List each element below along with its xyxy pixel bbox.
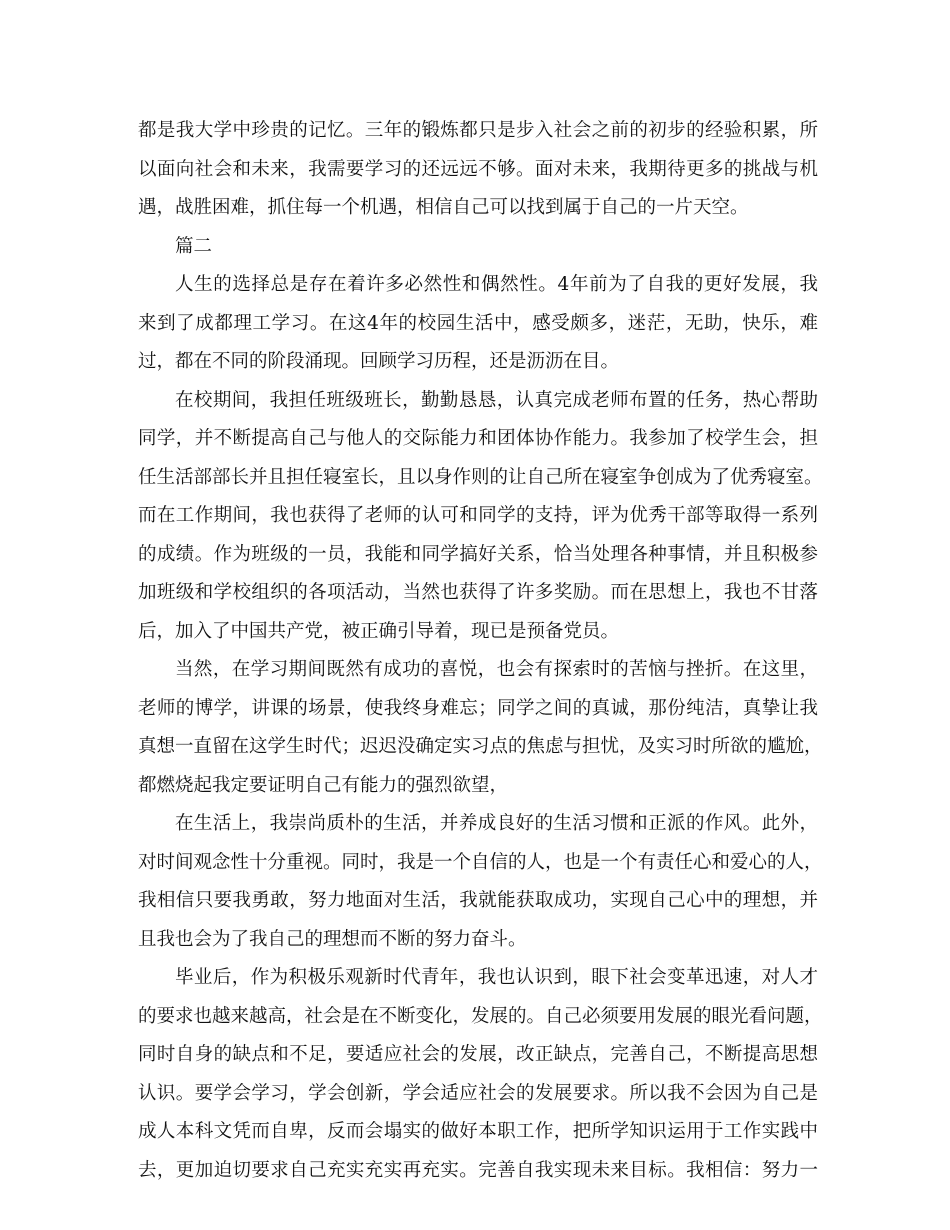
text-line: 老师的博学，讲课的场景，使我终身难忘；同学之间的真诚，那份纯洁，真挚让我: [138, 697, 818, 719]
text-line: 同时自身的缺点和不足，要适应社会的发展，改正缺点，完善自己，不断提高思想: [138, 1044, 818, 1065]
paragraph-first-line: 在生活上，我崇尚质朴的生活，并养成良好的生活习惯和正派的作风。此外，: [175, 813, 818, 834]
text-line: 同学，并不断提高自己与他人的交际能力和团体协作能力。我参加了校学生会，担: [138, 428, 818, 449]
section-heading: 篇二: [175, 235, 213, 257]
text-line: 加班级和学校组织的各项活动，当然也获得了许多奖励。而在思想上，我也不甘落: [138, 582, 818, 603]
text-line: 遇，战胜困难，抓住每一个机遇，相信自己可以找到属于自己的一片天空。: [138, 197, 749, 218]
paragraph-first-line: 毕业后，作为积极乐观新时代青年，我也认识到，眼下社会变革迅速，对人才: [175, 967, 818, 988]
text-line: 过，都在不同的阶段涌现。回顾学习历程，还是沥沥在目。: [138, 351, 620, 372]
text-line: 以面向社会和未来，我需要学习的还远远不够。面对未来，我期待更多的挑战与机: [138, 158, 818, 180]
text-line: 且我也会为了我自己的理想而不断的努力奋斗。: [138, 928, 527, 950]
text-line: 都燃烧起我定要证明自己有能力的强烈欲望，: [138, 774, 509, 796]
paragraph-first-line: 当然，在学习期间既然有成功的喜悦，也会有探索时的苦恼与挫折。在这里，: [175, 659, 818, 680]
text-line: 任生活部部长并且担任寝室长，且以身作则的让自己所在寝室争创成为了优秀寝室。: [138, 466, 823, 488]
text-line: 成人本科文凭而自卑，反而会塌实的做好本职工作，把所学知识运用于工作实践中: [138, 1121, 818, 1142]
text-line: 的要求也越来越高，社会是在不断变化，发展的。自己必须要用发展的眼光看问题，: [138, 1005, 823, 1027]
paragraph-first-line: 在校期间，我担任班级班长，勤勤恳恳，认真完成老师布置的任务，热心帮助: [175, 389, 818, 411]
text-line: 都是我大学中珍贵的记忆。三年的锻炼都只是步入社会之前的初步的经验积累，所: [138, 120, 818, 141]
text-line: 真想一直留在这学生时代；迟迟没确定实习点的焦虑与担忧，及实习时所欲的尴尬，: [138, 736, 823, 757]
text-line: 而在工作期间，我也获得了老师的认可和同学的支持，评为优秀干部等取得一系列: [138, 505, 818, 526]
body-text: [138, 112, 823, 1190]
text-line: 对时间观念性十分重视。同时，我是一个自信的人，也是一个有责任心和爱心的人，: [138, 851, 823, 873]
paragraph-first-line: 人生的选择总是存在着许多必然性和偶然性。4年前为了自我的更好发展，我: [175, 274, 818, 295]
text-line: 去，更加迫切要求自己充实充实再充实。完善自我实现未来目标。我相信：努力一: [138, 1159, 818, 1181]
text-line: 认识。要学会学习，学会创新，学会适应社会的发展要求。所以我不会因为自己是: [138, 1082, 818, 1104]
text-line: 后，加入了中国共产党，被正确引导着，现已是预备党员。: [138, 620, 620, 642]
text-line: 来到了成都理工学习。在这4年的校园生活中，感受颇多，迷茫，无助，快乐，难: [138, 312, 818, 334]
text-line: 我相信只要我勇敢，努力地面对生活，我就能获取成功，实现自己心中的理想，并: [138, 890, 818, 911]
text-line: 的成绩。作为班级的一员，我能和同学搞好关系，恰当处理各种事情，并且积极参: [138, 543, 818, 565]
